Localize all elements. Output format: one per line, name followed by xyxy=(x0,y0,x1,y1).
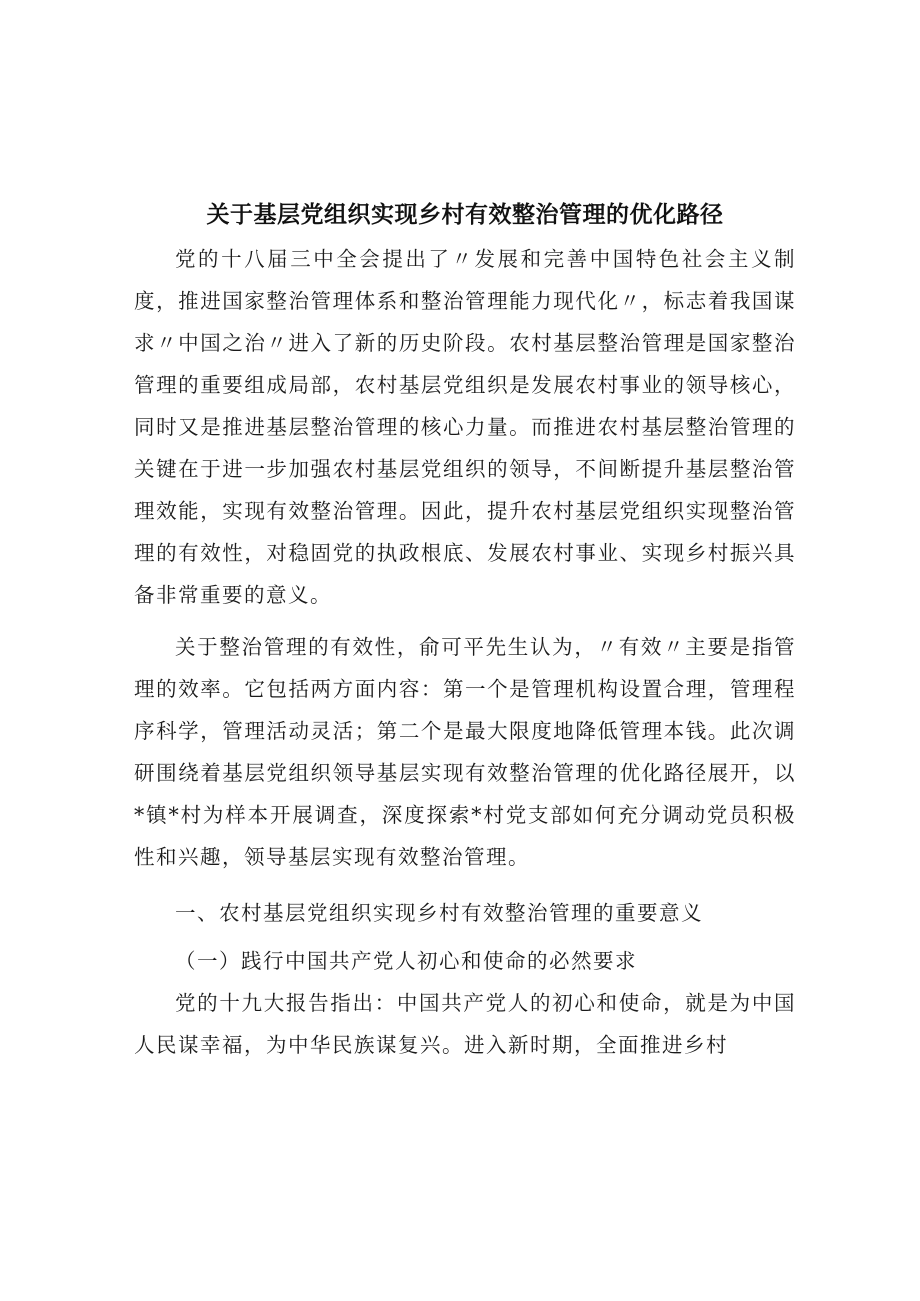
document-title: 关于基层党组织实现乡村有效整治管理的优化路径 xyxy=(206,202,724,228)
paragraph-mission: 党的十九大报告指出：中国共产党人的初心和使命，就是为中国人民谋幸福，为中华民族谋复兴。进入新时期，全面推进乡村 xyxy=(134,991,796,1057)
document-body xyxy=(134,198,796,1066)
paragraph-effectiveness: 关于整治管理的有效性，俞可平先生认为，〃有效〃主要是指管理的效率。它包括两方面内容：第一个是管理机构设置合理，管理程序科学，管理活动灵活；第二个是最大限度地降低管理本钱。此次调研围绕着基层党组织领导基层实现有效整治管理的优化路径展开，以*镇*村为样本开展调查，深度探索*村党支部如何充分调动党员积极性和兴趣，领导基层实现有效整治管理。 xyxy=(134,635,796,869)
subsection-heading-1-1: （一）践行中国共产党人初心和使命的必然要求 xyxy=(175,949,637,973)
paragraph-intro: 党的十八届三中全会提出了〃发展和完善中国特色社会主义制度，推进国家整治管理体系和整治管理能力现代化〃，标志着我国谋求〃中国之治〃进入了新的历史阶段。农村基层整治管理是国家整治管理的重要组成局部，农村基层党组织是发展农村事业的领导核心，同时又是推进基层整治管理的核心力量。而推进农村基层整治管理的关键在于进一步加强农村基层党组织的领导，不间断提升基层整治管理效能，实现有效整治管理。因此，提升农村基层党组织实现整治管理的有效性，对稳固党的执政根底、发展农村事业、实现乡村振兴具备非常重要的意义。 xyxy=(134,247,796,607)
section-heading-1: 一、农村基层党组织实现乡村有效整治管理的重要意义 xyxy=(175,901,703,925)
